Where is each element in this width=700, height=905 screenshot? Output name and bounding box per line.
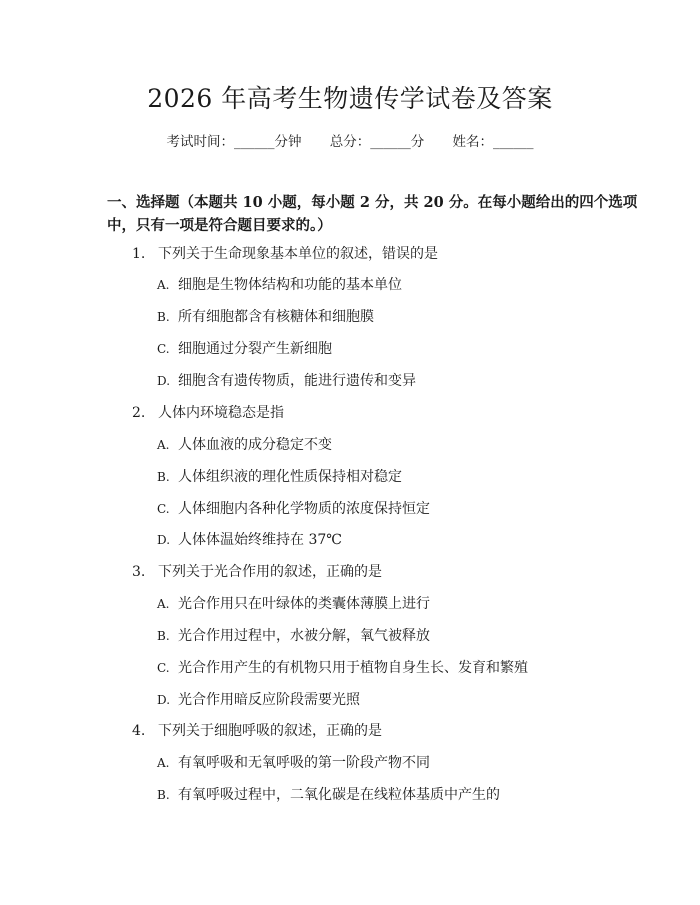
option-text: 人体组织液的理化性质保持相对稳定 — [178, 469, 402, 485]
question-stem: 下列关于光合作用的叙述，正确的是 — [158, 564, 382, 580]
option-letter: C. — [157, 502, 170, 516]
option-letter: A. — [157, 438, 170, 452]
question-stem: 下列关于细胞呼吸的叙述，正确的是 — [158, 723, 382, 739]
option-letter: C. — [157, 661, 170, 675]
exam-title: 2026 年高考生物遗传学试卷及答案 — [147, 84, 553, 113]
option-text: 光合作用只在叶绿体的类囊体薄膜上进行 — [178, 596, 430, 612]
option-letter: B. — [157, 470, 170, 484]
section-heading-multiple-choice — [107, 191, 638, 237]
question-number: 4. — [132, 723, 146, 739]
option-text: 人体细胞内各种化学物质的浓度保持恒定 — [178, 501, 430, 517]
option-letter: A. — [157, 278, 170, 292]
question-number: 3. — [132, 564, 146, 580]
option-text: 光合作用暗反应阶段需要光照 — [178, 692, 360, 708]
option-text: 光合作用过程中，水被分解，氧气被释放 — [178, 628, 430, 644]
option-letter: D. — [157, 693, 171, 707]
question-number: 2. — [132, 405, 146, 421]
total-score-field: 总分：______分 — [329, 134, 425, 150]
question-stem: 下列关于生命现象基本单位的叙述，错误的是 — [158, 246, 438, 262]
option-letter: A. — [157, 756, 170, 770]
option-text: 人体体温始终维持在 37℃ — [178, 532, 342, 548]
option-text: 有氧呼吸过程中，二氧化碳是在线粒体基质中产生的 — [178, 787, 500, 803]
question-stem: 人体内环境稳态是指 — [158, 405, 284, 421]
option-letter: B. — [157, 629, 170, 643]
question-number: 1. — [132, 246, 146, 262]
exam-header-info — [0, 132, 700, 152]
option-letter: C. — [157, 342, 170, 356]
option-text: 光合作用产生的有机物只用于植物自身生长、发育和繁殖 — [178, 660, 528, 676]
option-letter: A. — [157, 597, 170, 611]
option-text: 细胞通过分裂产生新细胞 — [178, 341, 332, 357]
option-text: 人体血液的成分稳定不变 — [178, 437, 332, 453]
section-heading-line: 中，只有一项是符合题目要求的。） — [107, 217, 332, 234]
option-letter: D. — [157, 374, 171, 388]
option-letter: D. — [157, 533, 171, 547]
option-letter: B. — [157, 310, 170, 324]
exam-time-field: 考试时间：______分钟 — [166, 134, 302, 150]
section-heading-line: 一、选择题（本题共 10 小题，每小题 2 分，共 20 分。在每小题给出的四个选项 — [107, 194, 638, 211]
option-text: 细胞是生物体结构和功能的基本单位 — [178, 277, 402, 293]
student-name-field: 姓名：______ — [452, 134, 534, 150]
option-text: 有氧呼吸和无氧呼吸的第一阶段产物不同 — [178, 755, 430, 771]
option-letter: B. — [157, 788, 170, 802]
option-text: 所有细胞都含有核糖体和细胞膜 — [178, 309, 374, 325]
option-text: 细胞含有遗传物质，能进行遗传和变异 — [178, 373, 416, 389]
